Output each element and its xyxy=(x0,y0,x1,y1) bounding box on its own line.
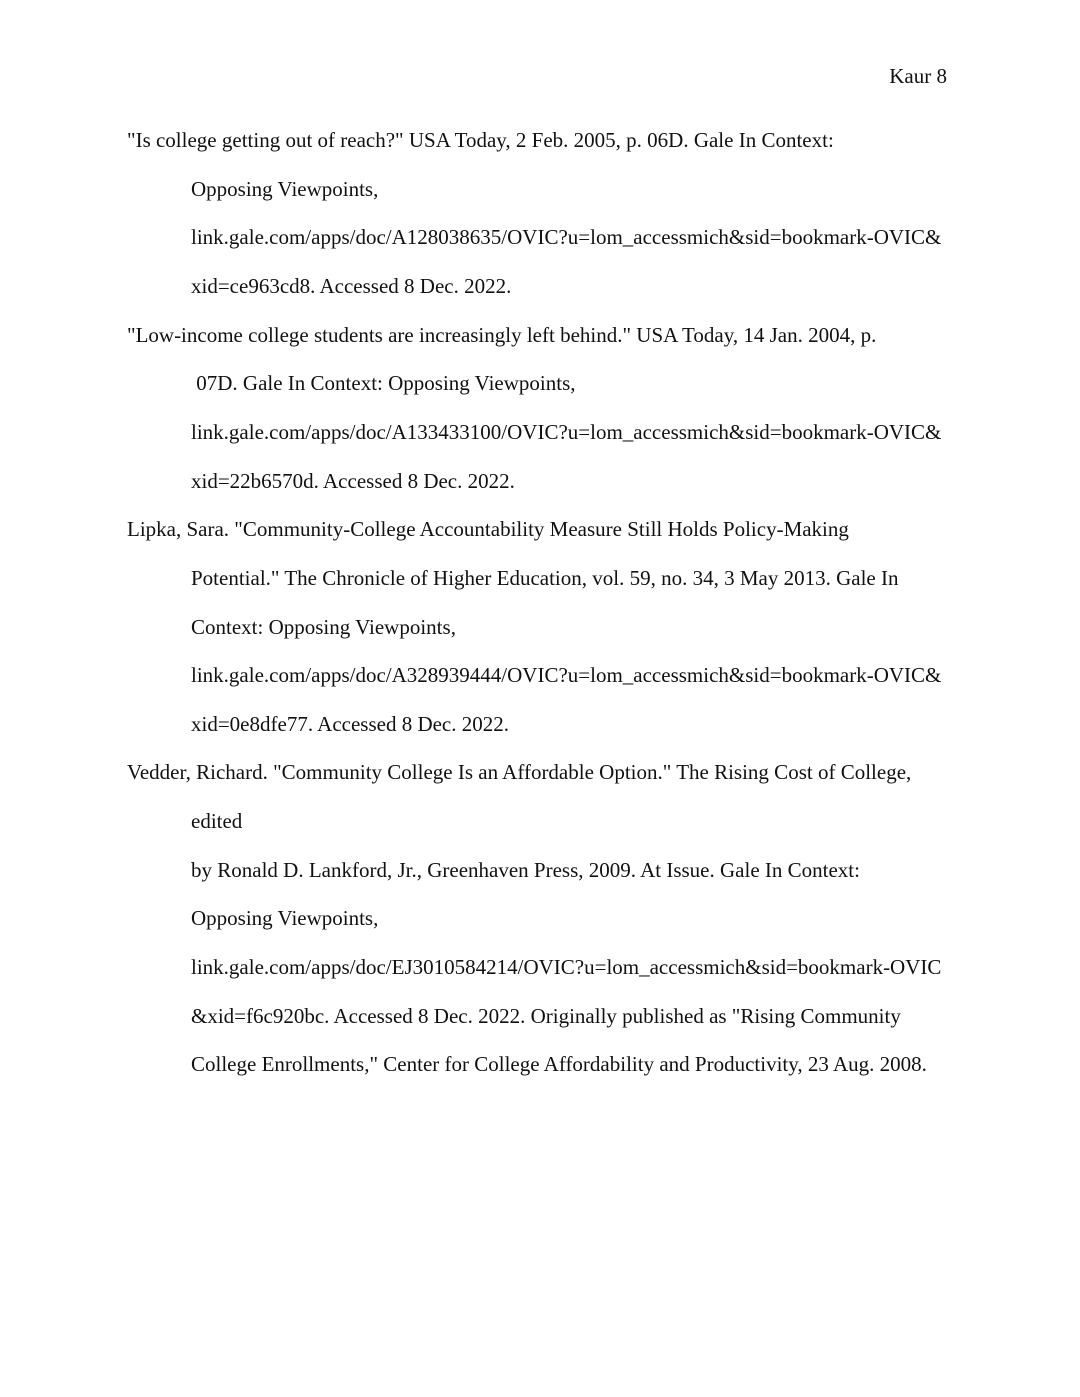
citation-continuation-line: Opposing Viewpoints, xyxy=(191,176,379,201)
citation-first-line: "Is college getting out of reach?" USA Today, 2 Feb. 2005, p. 06D. Gale In Context: xyxy=(127,128,834,152)
citation-continuation-line: link.gale.com/apps/doc/A328939444/OVIC?u=lom_accessmich&sid=bookmark-OVIC& xyxy=(191,663,942,688)
citation-first-line: Vedder, Richard. "Community College Is an Affordable Option." The Rising Cost of College, xyxy=(127,760,912,785)
citation-continuation-line: edited xyxy=(191,809,243,834)
citation-continuation-line: College Enrollments," Center for College Affordability and Productivity, 23 Aug. 2008. xyxy=(191,1052,927,1077)
running-head: Kaur 8 xyxy=(889,64,947,88)
citation-continuation-line: by Ronald D. Lankford, Jr., Greenhaven Press, 2009. At Issue. Gale In Context: xyxy=(191,857,860,882)
citation-continuation-line: link.gale.com/apps/doc/A133433100/OVIC?u=lom_accessmich&sid=bookmark-OVIC& xyxy=(191,419,942,444)
citation-continuation-line: xid=ce963cd8. Accessed 8 Dec. 2022. xyxy=(191,273,512,298)
citation-first-line: "Low-income college students are increasingly left behind." USA Today, 14 Jan. 2004, p. xyxy=(127,322,877,347)
citation-continuation-line: &xid=f6c920bc. Accessed 8 Dec. 2022. Originally published as "Rising Community xyxy=(191,1003,901,1028)
citation-continuation-line: link.gale.com/apps/doc/EJ3010584214/OVIC?u=lom_accessmich&sid=bookmark-OVIC xyxy=(191,955,942,980)
citation-continuation-line: Context: Opposing Viewpoints, xyxy=(191,614,456,639)
citation-continuation-line: Potential." The Chronicle of Higher Education, vol. 59, no. 34, 3 May 2013. Gale In xyxy=(191,565,899,590)
citation-first-line: Lipka, Sara. "Community-College Accountability Measure Still Holds Policy-Making xyxy=(127,517,849,542)
citation-continuation-line: Opposing Viewpoints, xyxy=(191,906,379,931)
citation-continuation-line: xid=22b6570d. Accessed 8 Dec. 2022. xyxy=(191,468,515,493)
citation-continuation-line: xid=0e8dfe77. Accessed 8 Dec. 2022. xyxy=(191,711,510,736)
citation-continuation-line: 07D. Gale In Context: Opposing Viewpoints, xyxy=(191,371,576,396)
citation-continuation-line: link.gale.com/apps/doc/A128038635/OVIC?u=lom_accessmich&sid=bookmark-OVIC& xyxy=(191,225,942,250)
